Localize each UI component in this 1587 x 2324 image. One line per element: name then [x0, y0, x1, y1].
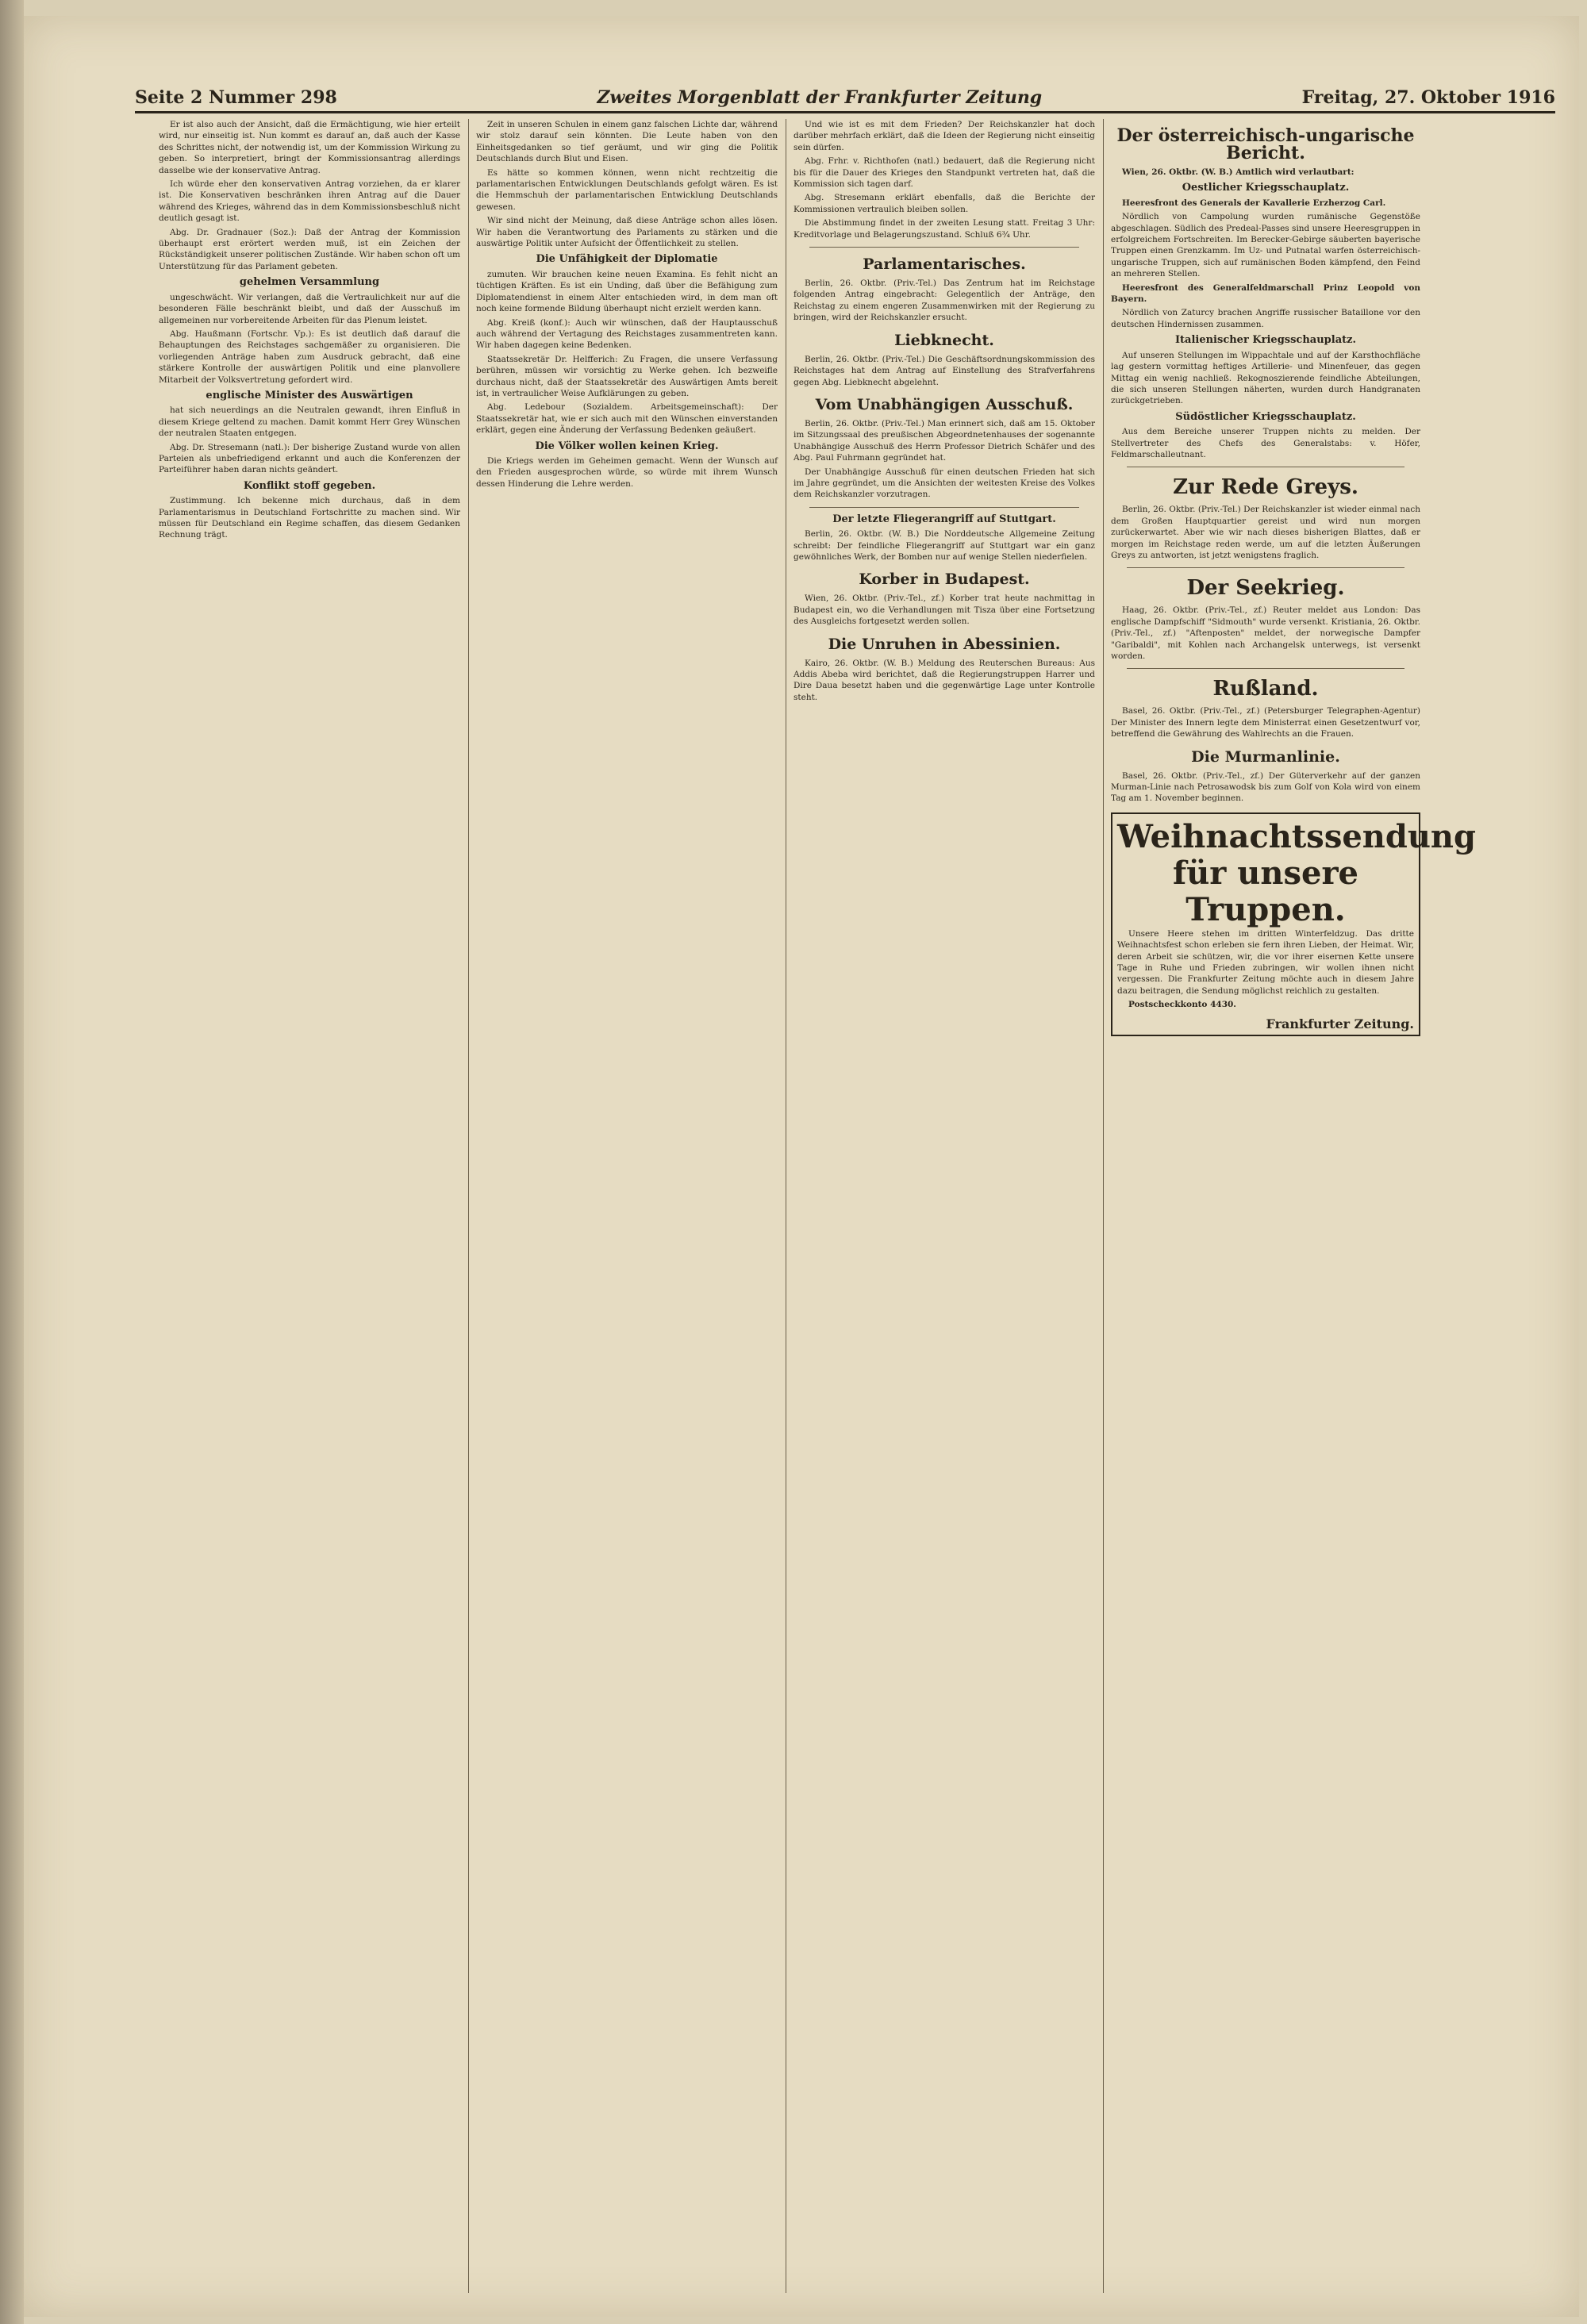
subheading: Südöstlicher Kriegsschauplatz.	[1175, 410, 1356, 423]
column-1	[159, 119, 460, 2293]
paragraph: Basel, 26. Oktbr. (Priv.-Tel., zf.) (Petersburger Telegraphen-Agentur) Der Minister des Innern legte dem Ministerrat einen Gesetzentwurf vor, betreffend die Gewährung des Wahlrechts an die Frauen.	[1111, 706, 1420, 739]
paragraph: Wien, 26. Oktbr. (Priv.-Tel., zf.) Korber trat heute nachmittag in Budapest ein, wo die Verhandlungen mit Tisza über eine Fortsetzung des Ausgleichs fortgesetzt werden sollen.	[794, 593, 1095, 627]
section-title: Der letzte Fliegerangriff auf Stuttgart.	[832, 513, 1056, 525]
paragraph: zumuten. Wir brauchen keine neuen Examina. Es fehlt nicht an tüchtigen Kräften. Es ist ein Unding, daß über die Befähigung zum Diplomatendienst in einem Alter entschieden wird, in dem man oft noch keine formende Bildung überhaupt nicht erzielt werden kann.	[476, 269, 778, 314]
paragraph: Abg. Kreiß (konf.): Auch wir wünschen, daß der Hauptausschuß auch während der Vertagung des Reichstages zusammentreten kann. Wir haben dagegen keine Bedenken.	[476, 317, 778, 351]
subheading: Oestlicher Kriegsschauplatz.	[1182, 182, 1350, 194]
paragraph: Abg. Haußmann (Fortschr. Vp.): Es ist deutlich daß darauf die Behauptungen des Reichstages sachgemäßer zu organisieren. Die vorliegenden Anträge haben zum Ausdruck gebracht, daß eine stärkere Kontrolle der auswärtigen Politik und eine planvollere Mitarbeit der Volksvertretung gefordert wird.	[159, 328, 460, 385]
paragraph: Aus dem Bereiche unserer Truppen nichts zu melden. Der Stellvertreter des Chefs des Generalstabs: v. Höfer, Feldmarschalleutnant.	[1111, 427, 1420, 459]
section-title: Vom Unabhängigen Ausschuß.	[815, 395, 1074, 413]
paragraph: Berlin, 26. Oktbr. (Priv.-Tel.) Man erinnert sich, daß am 15. Oktober im Sitzungssaal des preußischen Abgeordnetenhauses der sogenannte Unabhängige Ausschuß des Herrn Professor Dietrich Schäfer und des Abg. Paul Fuhrmann gegründet hat.	[794, 418, 1095, 463]
divider	[1127, 567, 1404, 568]
paragraph: Heeresfront des Generals der Kavallerie Erzherzog Carl.	[1122, 198, 1386, 208]
paragraph: Berlin, 26. Oktbr. (W. B.) Die Norddeutsche Allgemeine Zeitung schreibt: Der feindliche Fliegerangriff auf Stuttgart war ein ganz gewöhnliches Werk, der Bomben nur auf wenige Stellen niederfielen.	[794, 529, 1095, 562]
paragraph: Ich würde eher den konservativen Antrag vorziehen, da er klarer ist. Die Konservativen beschränken ihren Antrag auf die Dauer während des Krieges, während das in dem Kommissionsbeschluß nicht deutlich gesagt ist.	[159, 179, 460, 224]
paragraph: Unsere Heere stehen im dritten Winterfeldzug. Das dritte Weihnachtsfest schon erleben sie fern ihren Lieben, der Heimat. Wir, deren Arbeit sie schützen, wir, die vor ihrer eisernen Kette unsere Tage in Ruhe und Frieden zubringen, wir wollen ihnen nicht vergessen. Die Frankfurter Zeitung möchte auch in diesem Jahre dazu beitragen, die Sendung möglichst reichlich zu gestalten.	[1117, 928, 1414, 996]
paragraph: Zeit in unseren Schulen in einem ganz falschen Lichte dar, während wir stolz darauf sein könnten. Die Leute haben von den Einheitsgedanken so tief geräumt, und wir ging die Politik Deutschlands durch Blut und Eisen.	[476, 120, 778, 164]
book-binding	[0, 0, 24, 2324]
page-number: Seite 2 Nummer 298	[135, 87, 337, 108]
column-3	[794, 119, 1095, 2293]
paragraph: Wir sind nicht der Meinung, daß diese Anträge schon alles lösen. Wir haben die Verantwortung des Parlaments zu stärken und die auswärtige Politik unter Aufsicht der Öffentlichkeit zu stellen.	[476, 216, 778, 249]
divider	[809, 507, 1079, 508]
section-title: Korber in Budapest.	[859, 570, 1030, 589]
paragraph: Abg. Ledebour (Sozialdem. Arbeitsgemeinschaft): Der Staatssekretär hat, wie er sich auch mit den Wünschen einverstanden erklärt, gegen eine Änderung der Verfassung Bedenken geäußert.	[476, 402, 778, 436]
paragraph: Nördlich von Zaturcy brachen Angriffe russischer Bataillone vor den deutschen Hindernissen zusammen.	[1111, 308, 1420, 329]
column-rule	[1103, 119, 1104, 2293]
masthead: Zweites Morgenblatt der Frankfurter Zeitung	[597, 87, 1043, 108]
paragraph: Abg. Dr. Gradnauer (Soz.): Daß der Antrag der Kommission überhaupt erst erörtert werden muß, ist ein Zeichen der Rückständigkeit unserer politischen Zustände. Wir haben schon oft um Unterstützung für das Parlament gebeten.	[159, 227, 460, 271]
paragraph: ungeschwächt. Wir verlangen, daß die Vertraulichkeit nur auf die besonderen Fälle beschränkt bleibt, und daß der Ausschuß im allgemeinen nur vorbereitende Arbeiten für das Plenum leistet.	[159, 292, 460, 325]
section-title: Der österreichisch-ungarische Bericht.	[1116, 125, 1415, 163]
section-title: Parlamentarisches.	[863, 255, 1026, 274]
paragraph: Auf unseren Stellungen im Wippachtale und auf der Karsthochfläche lag gestern vormittag heftiges Artillerie- und Minenfeuer, das gegen Mittag ein wenig nachließ. Rekognoszierende feindliche Abteilungen, die sich unseren Stellungen näherten, wurden durch Handgranaten zurückgetrieben.	[1111, 350, 1420, 406]
paragraph: Die Abstimmung findet in der zweiten Lesung statt. Freitag 3 Uhr: Kreditvorlage und Belagerungszustand. Schluß 6¾ Uhr.	[794, 218, 1095, 240]
section-title: Rußland.	[1212, 677, 1319, 701]
subheading: Konflikt stoff gegeben.	[243, 479, 376, 492]
section-title: Liebknecht.	[894, 331, 994, 349]
paragraph: Berlin, 26. Oktbr. (Priv.-Tel.) Der Reichskanzler ist wieder einmal nach dem Großen Hauptquartier gereist und wird nun morgen zurückerwartet. Aber wie wir nach dieses bisherigen Blattes, daß er morgen im Reichstage reden werde, um auf die letzten Äußerungen Greys zu antworten, ist jetzt wenigstens fraglich.	[1111, 505, 1420, 560]
divider	[809, 247, 1079, 248]
section-title: Zur Rede Greys.	[1173, 475, 1358, 500]
christmas-appeal-box	[1111, 812, 1476, 1036]
column-4	[1111, 119, 1476, 2293]
subheading: Die Völker wollen keinen Krieg.	[535, 440, 719, 452]
paragraph: Basel, 26. Oktbr. (Priv.-Tel., zf.) Der Güterverkehr auf der ganzen Murman-Linie nach Petrosawodsk bis zum Golf von Kola wird von einem Tag am 1. November beginnen.	[1111, 770, 1420, 804]
signature: Frankfurter Zeitung.	[1266, 1016, 1414, 1031]
subheading: Italienischer Kriegsschauplatz.	[1174, 334, 1357, 347]
paragraph: Haag, 26. Oktbr. (Priv.-Tel., zf.) Reuter meldet aus London: Das englische Dampfschiff "Sidmouth" wurde versenkt. Kristiania, 26. Oktbr. (Priv.-Tel., zf.) "Aftenposten" meldet, der norwegische Dampfer "Garibaldi", mit Kohlen nach Archangelsk unterwegs, ist versenkt worden.	[1111, 605, 1420, 661]
paragraph: Es hätte so kommen können, wenn nicht rechtzeitig die parlamentarischen Entwicklungen Deutschlands gefolgt wären. Es ist die Hemmschuh der parlamentarischen Entwicklung Deutschlands gewesen.	[476, 167, 778, 212]
paragraph: Er ist also auch der Ansicht, daß die Ermächtigung, wie hier erteilt wird, nur einseitig ist. Nun kommt es darauf an, daß auch der Kasse des Schrittes nicht, der notwendig ist, um der Kommission Wirkung zu geben. So interpretiert, bringt der Kommissionsantrag allerdings dasselbe wie der konservative Antrag.	[159, 120, 460, 175]
paragraph: hat sich neuerdings an die Neutralen gewandt, ihren Einfluß in diesem Kriege geltend zu machen. Damit kommt Herr Grey Wünschen der neutralen Staaten entgegen.	[159, 405, 460, 439]
section-title: Die Unruhen in Abessinien.	[828, 635, 1061, 653]
section-title: Die Murmanlinie.	[1191, 747, 1340, 766]
subheading: gehelmen Versammlung	[239, 276, 380, 289]
paragraph: Der Unabhängige Ausschuß für einen deutschen Frieden hat sich im Jahre gegründet, um die Ansichten der weitesten Kreise des Volkes dem Reichskanzler vorzutragen.	[794, 467, 1095, 500]
issue-date: Freitag, 27. Oktober 1916	[1301, 87, 1555, 108]
account-number: Postscheckkonto 4430.	[1128, 1000, 1236, 1010]
paragraph: Nördlich von Campolung wurden rumänische Gegenstöße abgeschlagen. Südlich des Predeal-Passes sind unsere Heeresgruppen in erfolgreichem Fortschreiten. Im Berecker-Gebirge säuberten bayerische Truppen einen Grenzkamm. Im Uz- und Putnatal warfen österreichisch-ungarische Truppen, sich auf rumänischen Boden kämpfend, den Feind an mehreren Stellen.	[1111, 212, 1420, 279]
paragraph: Abg. Dr. Stresemann (natl.): Der bisherige Zustand wurde von allen Parteien als unbefriedigend erkannt und auch die Konferenzen der Parteiführer haben daran nichts geändert.	[159, 442, 460, 475]
page-header	[135, 79, 1555, 113]
paragraph: Zustimmung. Ich bekenne mich durchaus, daß in dem Parlamentarismus in Deutschland Fortschritte zu machen sind. Wir müssen für Deutschland ein Regime schaffen, das diesem Gedanken Rechnung trägt.	[159, 496, 460, 540]
subheading: Die Unfähigkeit der Diplomatie	[536, 253, 718, 266]
dateline: Wien, 26. Oktbr. (W. B.) Amtlich wird verlautbart:	[1122, 167, 1355, 177]
paragraph: Die Kriegs werden im Geheimen gemacht. Wenn der Wunsch auf den Frieden ausgesprochen würde, so würde mit ihrem Wunsch dessen Hinderung die Lehre werden.	[476, 455, 778, 489]
paragraph: Kairo, 26. Oktbr. (W. B.) Meldung des Reuterschen Bureaus: Aus Addis Abeba wird berichtet, daß die Regierungstruppen Harrer und Dire Daua besetzt haben und die gegenwärtige Lage unter Kontrolle steht.	[794, 658, 1095, 702]
subheading: englische Minister des Auswärtigen	[206, 389, 413, 401]
column-rule	[468, 119, 469, 2293]
section-title: Der Seekrieg.	[1186, 576, 1345, 601]
paragraph: Abg. Stresemann erklärt ebenfalls, daß die Berichte der Kommissionen vertraulich bleiben sollen.	[794, 193, 1095, 214]
divider	[1127, 668, 1404, 669]
paragraph: Und wie ist es mit dem Frieden? Der Reichskanzler hat doch darüber mehrfach erklärt, daß die Ideen der Regierung nicht einseitig sein dürfen.	[794, 120, 1095, 152]
box-title: Weihnachtssendung für unsere Truppen.	[1117, 817, 1476, 928]
column-2	[476, 119, 778, 2293]
paragraph: Berlin, 26. Oktbr. (Priv.-Tel.) Die Geschäftsordnungskommission des Reichstages hat dem Antrag auf Einstellung des Strafverfahrens gegen Abg. Liebknecht abgelehnt.	[794, 354, 1095, 387]
paragraph: Abg. Frhr. v. Richthofen (natl.) bedauert, daß die Regierung nicht bis für die Dauer des Krieges den Standpunkt vertreten hat, daß die Kommission sich tagen darf.	[794, 156, 1095, 190]
paragraph: Heeresfront des Generalfeldmarschall Prinz Leopold von Bayern.	[1111, 282, 1420, 305]
paragraph: Berlin, 26. Oktbr. (Priv.-Tel.) Das Zentrum hat im Reichstage folgenden Antrag eingebracht: Gelegentlich der Anträge, den Reichstag zu einem engeren Zusammenwirken mit der Regierung zu bringen, wird der Reichskanzler ersucht.	[794, 278, 1095, 323]
paragraph: Staatssekretär Dr. Helfferich: Zu Fragen, die unsere Verfassung berühren, müssen wir vorsichtig zu Werke gehen. Ich bezweifle durchaus nicht, daß der Staatssekretär des Auswärtigen Amts bereit ist, in vertraulicher Weise Aufklärungen zu geben.	[476, 354, 778, 398]
